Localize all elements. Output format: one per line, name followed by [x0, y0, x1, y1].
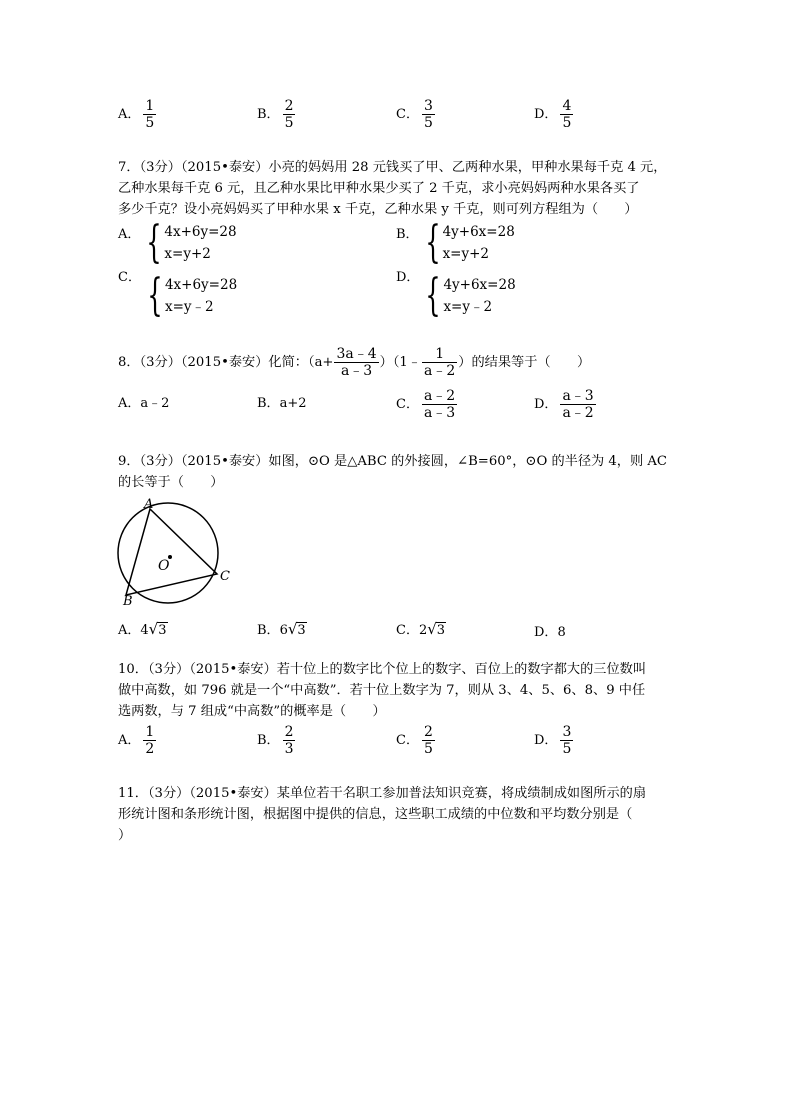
q10-option-c: C． $\frac{2}{5}$	[396, 724, 433, 757]
q10-text-line-3: 选两数，与 7 组成“中高数”的概率是（ ）	[118, 704, 386, 719]
fraction: $\frac{2}{5}$	[423, 724, 433, 757]
q8-option-b: B．a+2	[257, 396, 307, 411]
fraction: $\frac{a﹣3}{a﹣2}$	[562, 388, 594, 421]
fraction: $\frac{4}{5}$	[562, 98, 572, 131]
fraction: $\frac{a﹣2}{a﹣3}$	[423, 388, 456, 421]
fraction: $\frac{1}{5}$	[145, 98, 155, 131]
sqrt-icon: √	[148, 620, 159, 638]
fraction: $\frac{2}{5}$	[284, 98, 294, 131]
q7-text-line-3: 多少千克？设小亮妈妈买了甲种水果 x 千克，乙种水果 y 千克，则可列方程组为（ ）	[118, 202, 638, 217]
q9-option-b: B．6√3	[257, 620, 306, 638]
label-a: A	[144, 497, 154, 512]
circle-o	[118, 503, 218, 603]
q7-text-line-1: 7．（3分）（2015•泰安）小亮的妈妈用 28 元钱买了甲、乙两种水果，甲种水果每千克 4 元，	[118, 160, 667, 175]
q10-option-d: D． $\frac{3}{5}$	[534, 724, 572, 757]
q9-text-line-2: 的长等于（ ）	[118, 475, 224, 490]
q9-option-d: D．8	[534, 625, 566, 640]
q7-option-b: B． { 4y+6x=28 x=y+2	[396, 217, 515, 268]
fraction: $\frac{3a﹣4}{a﹣3}$	[336, 346, 377, 379]
q8-option-d: D． $\frac{a﹣3}{a﹣2}$	[534, 388, 594, 421]
fraction: $\frac{1}{a﹣2}$	[424, 346, 456, 379]
label-c: C	[220, 569, 230, 584]
q6-option-a: A． $\frac{1}{5}$	[118, 98, 155, 131]
brace: {	[425, 270, 442, 321]
q10-option-a: A． $\frac{1}{2}$	[118, 724, 155, 757]
q10-text-line-2: 做中高数，如 796 就是一个“中高数”．若十位上数字为 7，则从 3、4、5、6、8、9 中任	[118, 683, 646, 698]
fraction: $\frac{3}{5}$	[423, 98, 433, 131]
q8-option-a: A．a﹣2	[118, 396, 170, 411]
triangle-abc	[126, 509, 217, 595]
q7-option-a: A． { 4x+6y=28 x=y+2	[118, 217, 237, 268]
sqrt-icon: √	[287, 620, 298, 638]
q11-text-line-1: 11．（3分）（2015•泰安）某单位若干名职工参加普法知识竞赛，将成绩制成如图所示的扇	[118, 786, 647, 801]
fraction: $\frac{2}{3}$	[284, 724, 294, 757]
q7-text-line-2: 乙种水果每千克 6 元，且乙种水果比甲种水果少买了 2 千克，求小亮妈妈两种水果各买了	[118, 181, 640, 196]
q7-option-d: D． { 4y+6x=28 x=y﹣2	[396, 270, 516, 321]
brace: {	[424, 217, 441, 268]
q10-text-line-1: 10．（3分）（2015•泰安）若十位上的数字比个位上的数字、百位上的数字都大的三位数叫	[118, 662, 647, 677]
q11-text-line-3: ）	[118, 828, 132, 843]
q7-option-c: C． { 4x+6y=28 x=y﹣2	[118, 270, 238, 321]
q9-option-a: A．4√3	[118, 620, 167, 638]
circumcircle-figure	[110, 496, 245, 612]
brace: {	[147, 270, 163, 321]
q6-option-d: D． $\frac{4}{5}$	[534, 98, 572, 131]
sqrt-icon: √	[427, 620, 437, 638]
q6-option-c: C． $\frac{3}{5}$	[396, 98, 433, 131]
q8-text-line: 8．（3分）（2015•泰安）化简：（a+ $\frac{3a﹣4}{a﹣3}$ ）（1﹣ $\frac{1}{a﹣2}$ ）的结果等于（ ）	[118, 346, 591, 379]
q6-option-b: B． $\frac{2}{5}$	[257, 98, 294, 131]
fraction: $\frac{3}{5}$	[562, 724, 572, 757]
brace: {	[146, 217, 163, 268]
label-o: O	[158, 558, 170, 574]
fraction: $\frac{1}{2}$	[145, 724, 155, 757]
q10-option-b: B． $\frac{2}{3}$	[257, 724, 294, 757]
q11-text-line-2: 形统计图和条形统计图，根据图中提供的信息，这些职工成绩的中位数和平均数分别是（	[118, 807, 633, 822]
q8-option-c: C． $\frac{a﹣2}{a﹣3}$	[396, 388, 456, 421]
label-b: B	[123, 594, 133, 609]
q9-text-line-1: 9．（3分）（2015•泰安）如图，⊙O 是△ABC 的外接圆，∠B=60°，⊙O 的半径为 4，则 AC	[118, 454, 667, 469]
q9-option-c: C．2√3	[396, 620, 446, 638]
